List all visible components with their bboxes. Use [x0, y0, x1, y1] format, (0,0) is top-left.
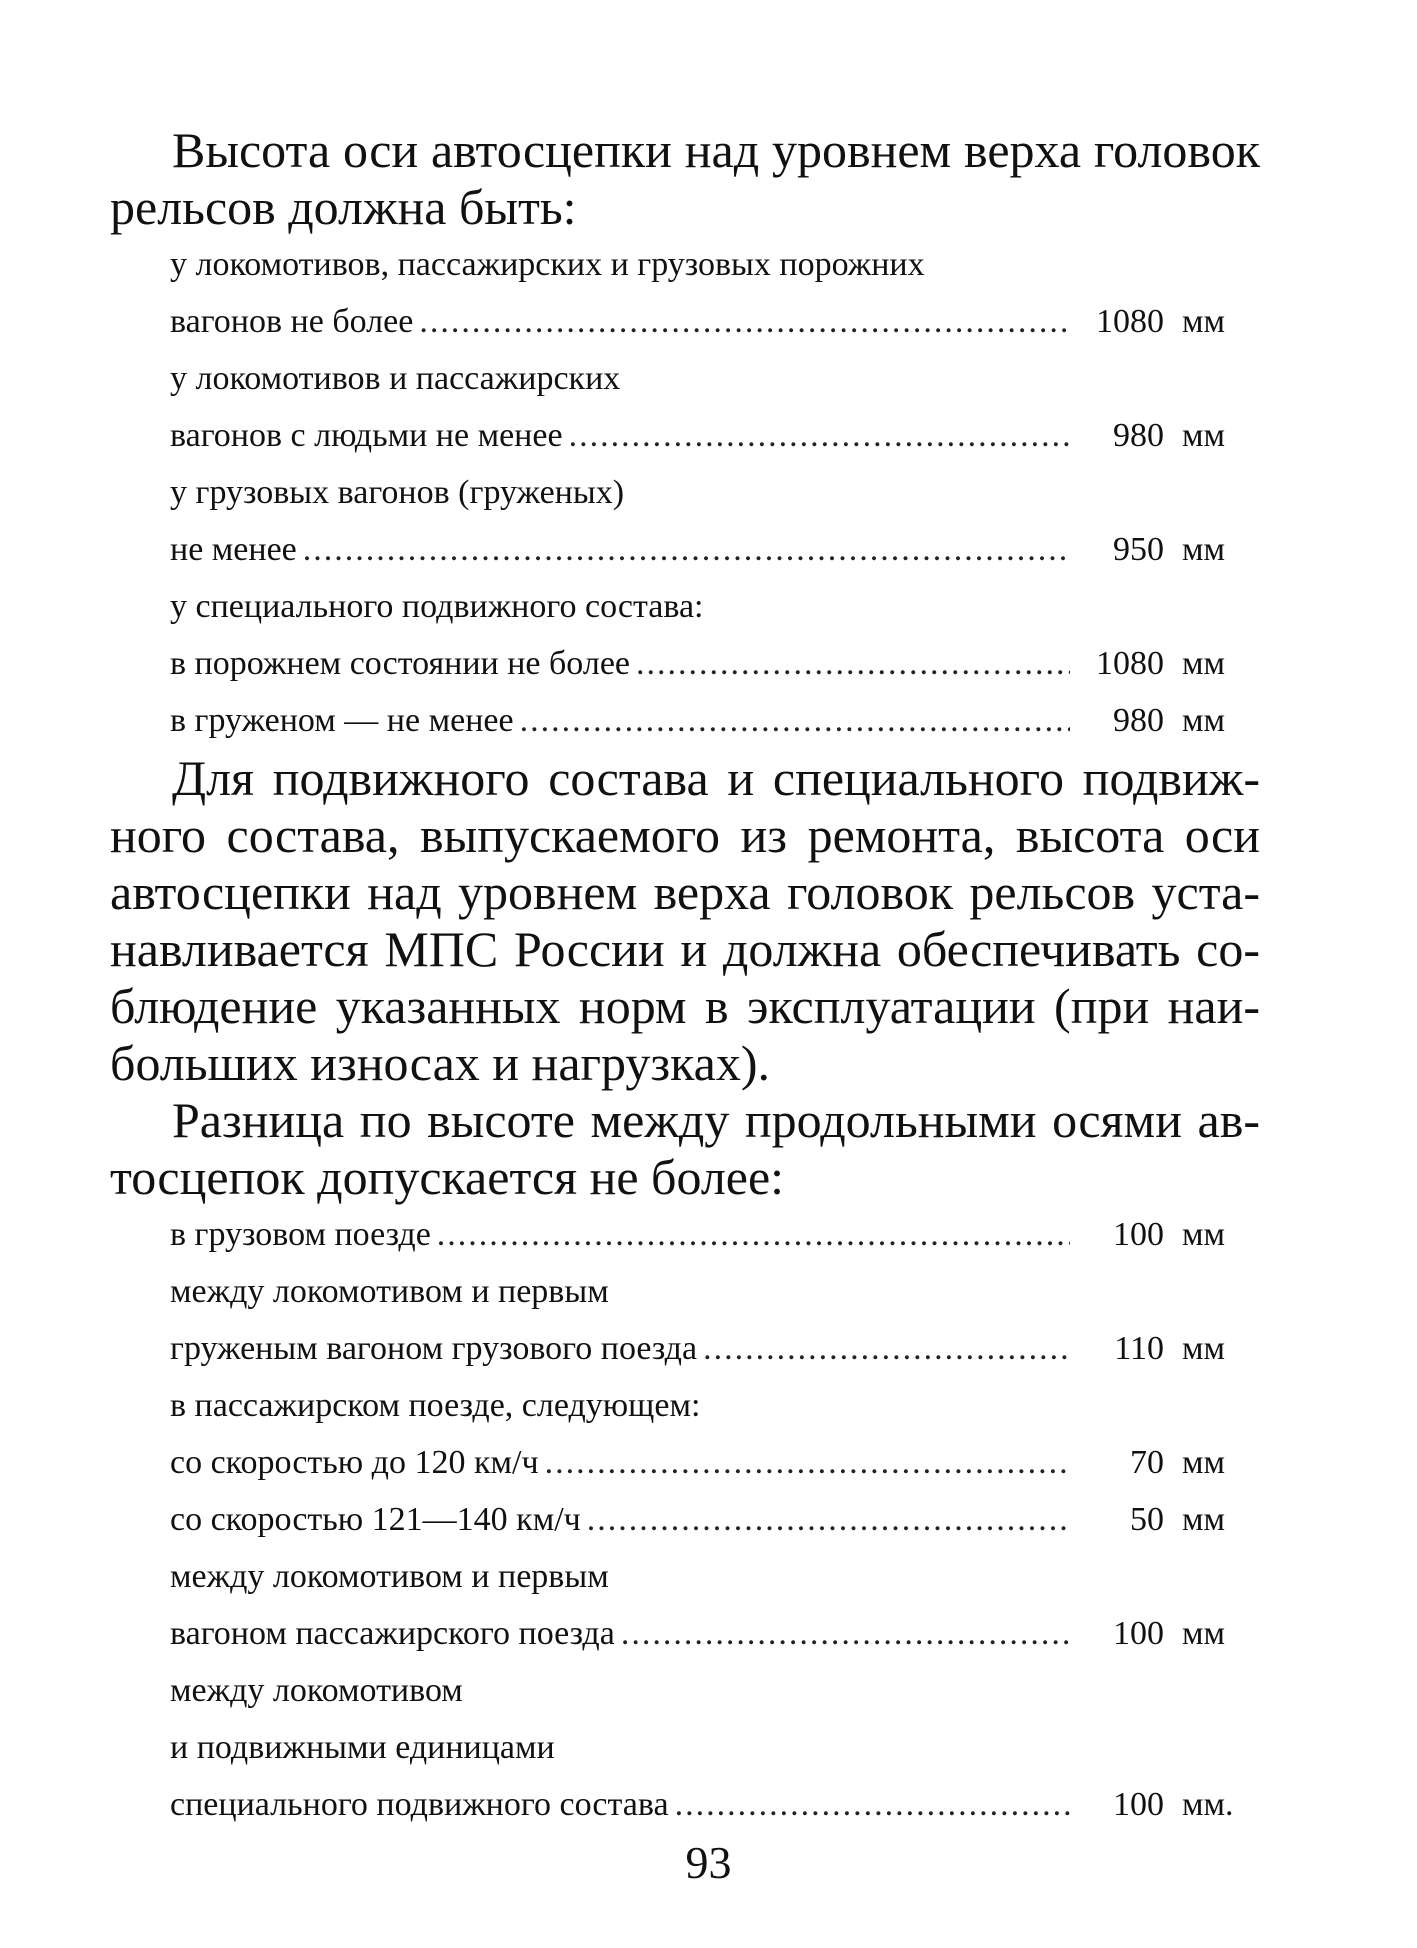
repair-line-1: Для подвижного состава и специального подвиж- — [172, 750, 1260, 806]
intro-paragraph — [110, 122, 1260, 236]
norm-label: вагоном пассажирского поезда — [170, 1615, 615, 1652]
norm-value: 1080 — [1096, 645, 1164, 682]
norm-label: в порожнем состоянии не более — [170, 645, 630, 682]
repair-line-3: автосцепки над уровнем верха головок рельсов уста- — [110, 864, 1260, 920]
norm-label-line: у локомотивов и пассажирских — [170, 360, 621, 397]
norm-value: 100 — [1113, 1615, 1164, 1652]
norm-unit: мм — [1182, 531, 1226, 568]
norm-row — [170, 1605, 1244, 1662]
repair-paragraph — [110, 750, 1260, 1092]
page-number: 93 — [685, 1837, 732, 1888]
repair-line-6: больших износах и нагрузках). — [110, 1035, 770, 1091]
intro-line-2: рельсов должна быть: — [110, 179, 577, 235]
norm-row — [170, 1491, 1244, 1548]
norm-label-line: у локомотивов, пассажирских и грузовых порожних — [170, 246, 925, 283]
dot-leader — [569, 407, 1070, 464]
dot-leader — [437, 1206, 1070, 1263]
intro-line-1: Высота оси автосцепки над уровнем верха головок — [172, 122, 1260, 178]
dot-leader — [621, 1605, 1070, 1662]
norm-label: вагонов с людьми не менее — [170, 417, 563, 454]
norm-label: в грузовом поезде — [170, 1216, 431, 1253]
difference-line-2: тосцепок допускается не более: — [110, 1149, 785, 1205]
norm-label: не менее — [170, 531, 297, 568]
norm-label-line: у грузовых вагонов (груженых) — [170, 474, 625, 511]
norm-label-line: между локомотивом и первым — [170, 1273, 609, 1310]
norm-row — [170, 1776, 1244, 1833]
norm-label: со скоростью до 120 км/ч — [170, 1444, 539, 1481]
norm-unit: мм. — [1182, 1786, 1234, 1823]
dot-leader — [636, 635, 1070, 692]
norm-row — [170, 635, 1244, 692]
norm-label: в груженом — не менее — [170, 702, 514, 739]
norm-row — [170, 1320, 1244, 1377]
norm-label: специального подвижного состава — [170, 1786, 669, 1823]
norm-row — [170, 692, 1244, 749]
norm-label: груженым вагоном грузового поезда — [170, 1330, 698, 1367]
norm-value: 70 — [1130, 1444, 1164, 1481]
norm-label-line: и подвижными единицами — [170, 1729, 555, 1766]
norm-unit: мм — [1182, 303, 1226, 340]
norm-row — [170, 293, 1244, 350]
norm-row — [170, 1434, 1244, 1491]
norm-value: 1080 — [1096, 303, 1164, 340]
norm-row — [170, 1206, 1244, 1263]
dot-leader — [703, 1320, 1070, 1377]
dot-leader — [419, 293, 1070, 350]
norm-label-line: между локомотивом и первым — [170, 1558, 609, 1595]
norm-label: вагонов не более — [170, 303, 414, 340]
height-norms-list — [170, 236, 1244, 749]
difference-norms-list — [170, 1206, 1244, 1833]
dot-leader — [675, 1776, 1070, 1833]
dot-leader — [303, 521, 1070, 578]
norm-unit: мм — [1182, 1501, 1226, 1538]
norm-value: 110 — [1114, 1330, 1164, 1367]
repair-line-5: блюдение указанных норм в эксплуатации (при наи- — [110, 978, 1260, 1034]
norm-unit: мм — [1182, 702, 1226, 739]
norm-label: со скоростью 121—140 км/ч — [170, 1501, 581, 1538]
norm-value: 950 — [1113, 531, 1164, 568]
norm-row — [170, 407, 1244, 464]
norm-label-line: у специального подвижного состава: — [170, 588, 704, 625]
norm-value: 980 — [1113, 417, 1164, 454]
norm-value: 100 — [1113, 1786, 1164, 1823]
repair-line-2: ного состава, выпускаемого из ремонта, высота оси — [110, 807, 1260, 863]
norm-unit: мм — [1182, 645, 1226, 682]
norm-row — [170, 521, 1244, 578]
norm-unit: мм — [1182, 1216, 1226, 1253]
repair-line-4: навливается МПС России и должна обеспечивать со- — [110, 921, 1260, 977]
norm-label-line: в пассажирском поезде, следующем: — [170, 1387, 701, 1424]
difference-line-1: Разница по высоте между продольными осями ав- — [172, 1092, 1260, 1148]
norm-unit: мм — [1182, 417, 1226, 454]
difference-paragraph — [110, 1092, 1260, 1206]
dot-leader — [520, 692, 1070, 749]
dot-leader — [587, 1491, 1070, 1548]
dot-leader — [545, 1434, 1070, 1491]
norm-label-line: между локомотивом — [170, 1672, 463, 1709]
norm-value: 980 — [1113, 702, 1164, 739]
norm-unit: мм — [1182, 1444, 1226, 1481]
norm-unit: мм — [1182, 1330, 1226, 1367]
norm-value: 50 — [1130, 1501, 1164, 1538]
norm-unit: мм — [1182, 1615, 1226, 1652]
norm-value: 100 — [1113, 1216, 1164, 1253]
